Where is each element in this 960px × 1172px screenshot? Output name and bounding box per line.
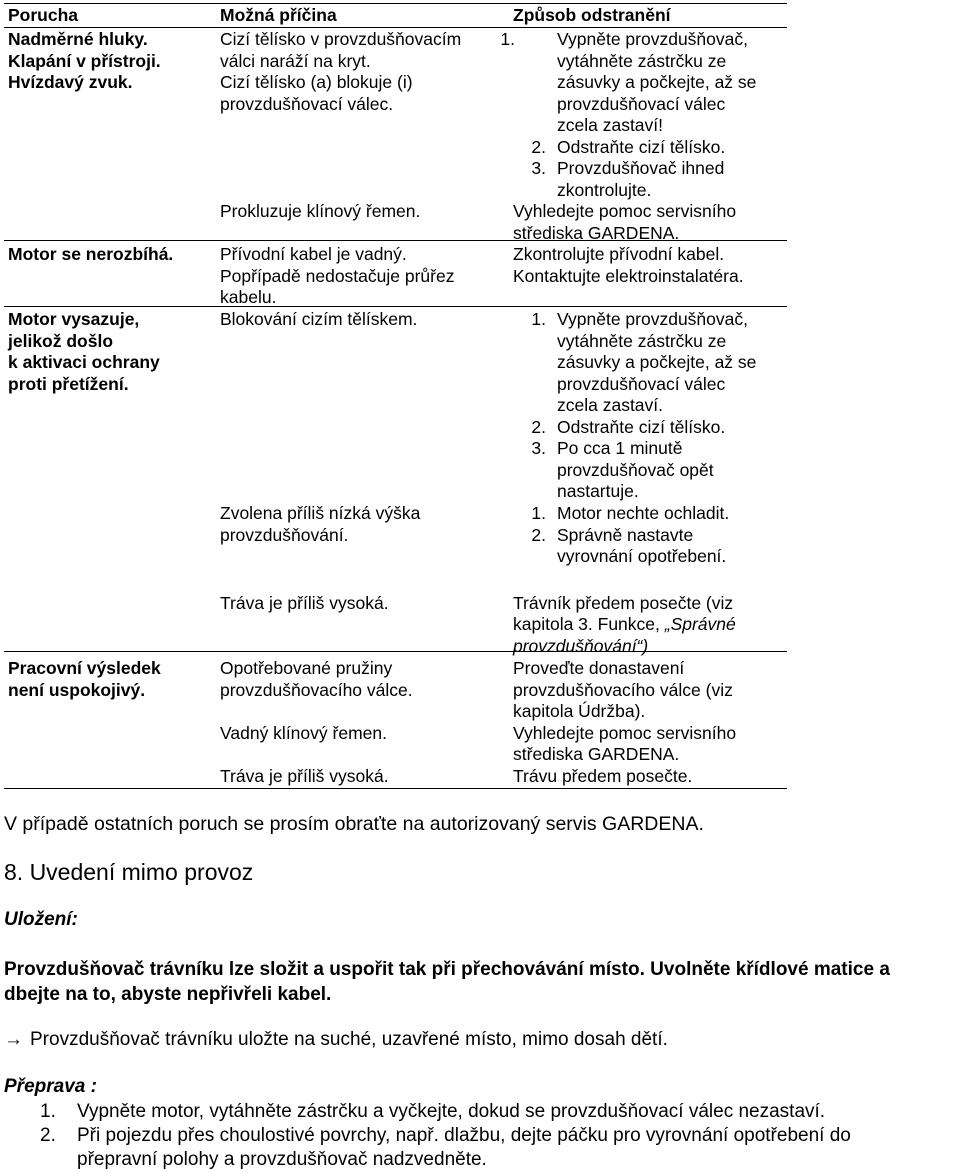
step-number: 2. bbox=[531, 525, 546, 545]
remedy-cell: provzdušňovací válec bbox=[557, 374, 726, 394]
section-title: 8. Uvedení mimo provoz bbox=[4, 859, 254, 885]
cause-cell: Tráva je příliš vysoká. bbox=[220, 593, 389, 613]
remedy-cell: nastartuje. bbox=[557, 481, 639, 501]
storage-note: Provzdušňovač trávníku uložte na suché, uzavřené místo, mimo dosah dětí. bbox=[30, 1029, 668, 1050]
remedy-cell: Trávník předem posečte (viz bbox=[513, 593, 734, 613]
remedy-cell: provzdušňovacího válce (viz bbox=[513, 680, 733, 700]
remedy-cell: Vyhledejte pomoc servisního bbox=[513, 723, 737, 743]
cause-cell: válci naráží na kryt. bbox=[220, 51, 371, 71]
cause-cell: provzdušňování. bbox=[220, 525, 349, 545]
problem-cell: Klapání v přístroji. bbox=[8, 51, 161, 71]
table-header-rule bbox=[4, 27, 787, 28]
step-number: 1. bbox=[500, 29, 515, 49]
remedy-cell: Proveďte donastavení bbox=[513, 658, 685, 678]
remedy-cell: vytáhněte zástrčku ze bbox=[557, 51, 727, 71]
remedy-cell: Odstraňte cizí tělísko. bbox=[557, 137, 726, 157]
remedy-cell: Vypněte provzdušňovač, bbox=[557, 309, 748, 329]
list-text: Při pojezdu přes choulostivé povrchy, např. dlažbu, dejte páčku pro vyrovnání opotřebení do bbox=[77, 1125, 851, 1146]
header-remedy: Způsob odstranění bbox=[513, 5, 671, 25]
remedy-cell: provzdušňovač opět bbox=[557, 460, 714, 480]
problem-cell: Pracovní výsledek bbox=[8, 658, 161, 678]
transport-heading: Přeprava : bbox=[4, 1076, 97, 1097]
remedy-cell: provzdušňování“) bbox=[513, 636, 649, 656]
remedy-cell: Po cca 1 minutě bbox=[557, 438, 683, 458]
remedy-cell: kapitola 3. Funkce, „Správné bbox=[513, 614, 736, 634]
cause-cell: Popřípadě nedostačuje průřez bbox=[220, 266, 455, 286]
problem-cell: Nadměrné hluky. bbox=[8, 29, 148, 49]
remedy-cell: zcela zastaví. bbox=[557, 395, 664, 415]
remedy-cell: zcela zastaví! bbox=[557, 115, 664, 135]
step-number: 3. bbox=[531, 158, 546, 178]
cause-cell: Vadný klínový řemen. bbox=[220, 723, 387, 743]
remedy-cell: Provzdušňovač ihned bbox=[557, 158, 725, 178]
remedy-cell: Motor nechte ochladit. bbox=[557, 503, 730, 523]
cause-cell: Cizí tělísko (a) blokuje (i) bbox=[220, 72, 413, 92]
other-faults-note: V případě ostatních poruch se prosím obraťte na autorizovaný servis GARDENA. bbox=[4, 813, 704, 835]
storage-text: dbejte na to, abyste nepřivřeli kabel. bbox=[4, 984, 332, 1005]
remedy-cell: Správně nastavte bbox=[557, 525, 694, 545]
cause-cell: Blokování cizím tělískem. bbox=[220, 309, 418, 329]
remedy-cell: Vyhledejte pomoc servisního bbox=[513, 201, 737, 221]
list-text: přepravní polohy a provzdušňovač nadzvedněte. bbox=[77, 1149, 487, 1170]
remedy-cell: Trávu předem posečte. bbox=[513, 766, 693, 786]
remedy-cell: zásuvky a počkejte, až se bbox=[557, 352, 757, 372]
table-row-rule bbox=[4, 306, 787, 307]
remedy-cell: zásuvky a počkejte, až se bbox=[557, 72, 757, 92]
remedy-cell: vyrovnání opotřebení. bbox=[557, 546, 727, 566]
cause-cell: kabelu. bbox=[220, 287, 277, 307]
problem-cell: Hvízdavý zvuk. bbox=[8, 72, 133, 92]
remedy-cell: vytáhněte zástrčku ze bbox=[557, 331, 727, 351]
remedy-cell: provzdušňovací válec bbox=[557, 94, 726, 114]
remedy-cell: střediska GARDENA. bbox=[513, 223, 680, 243]
problem-cell: jelikož došlo bbox=[8, 331, 114, 351]
step-number: 1. bbox=[531, 309, 546, 329]
problem-cell: Motor vysazuje, bbox=[8, 309, 140, 329]
step-number: 2. bbox=[531, 137, 546, 157]
step-number: 2. bbox=[531, 417, 546, 437]
problem-cell: k aktivaci ochrany bbox=[8, 352, 160, 372]
list-number: 1. bbox=[40, 1101, 56, 1122]
cause-cell: provzdušňovací válec. bbox=[220, 94, 394, 114]
step-number: 3. bbox=[531, 438, 546, 458]
cause-cell: Tráva je příliš vysoká. bbox=[220, 766, 389, 786]
remedy-cell: Odstraňte cizí tělísko. bbox=[557, 417, 726, 437]
remedy-cell: střediska GARDENA. bbox=[513, 744, 680, 764]
table-top-rule bbox=[4, 3, 787, 4]
list-text: Vypněte motor, vytáhněte zástrčku a vyčkejte, dokud se provzdušňovací válec nezastaví. bbox=[77, 1101, 826, 1122]
cause-cell: Cizí tělísko v provzdušňovacím bbox=[220, 29, 462, 49]
remedy-cell: zkontrolujte. bbox=[557, 180, 652, 200]
cause-cell: Opotřebované pružiny bbox=[220, 658, 393, 678]
remedy-cell: Zkontrolujte přívodní kabel. bbox=[513, 244, 725, 264]
cause-cell: Zvolena příliš nízká výška bbox=[220, 503, 421, 523]
remedy-cell: Vypněte provzdušňovač, bbox=[557, 29, 748, 49]
header-cause: Možná příčina bbox=[220, 5, 337, 25]
problem-cell: proti přetížení. bbox=[8, 374, 129, 394]
remedy-cell: Kontaktujte elektroinstalatéra. bbox=[513, 266, 744, 286]
cause-cell: Prokluzuje klínový řemen. bbox=[220, 201, 421, 221]
cause-cell: Přívodní kabel je vadný. bbox=[220, 244, 407, 264]
list-number: 2. bbox=[40, 1125, 56, 1146]
problem-cell: Motor se nerozbíhá. bbox=[8, 244, 174, 264]
remedy-cell: kapitola Údržba). bbox=[513, 701, 646, 721]
step-number: 1. bbox=[531, 503, 546, 523]
table-row-rule bbox=[4, 651, 787, 652]
storage-heading: Uložení: bbox=[4, 909, 78, 930]
table-bottom-rule bbox=[4, 788, 787, 789]
cause-cell: provzdušňovacího válce. bbox=[220, 680, 413, 700]
arrow-icon: → bbox=[4, 1029, 23, 1050]
header-problem: Porucha bbox=[8, 5, 79, 25]
storage-text: Provzdušňovač trávníku lze složit a uspořit tak při přechovávání místo. Uvolněte křídlové matice a bbox=[4, 959, 890, 980]
problem-cell: není uspokojivý. bbox=[8, 680, 146, 700]
